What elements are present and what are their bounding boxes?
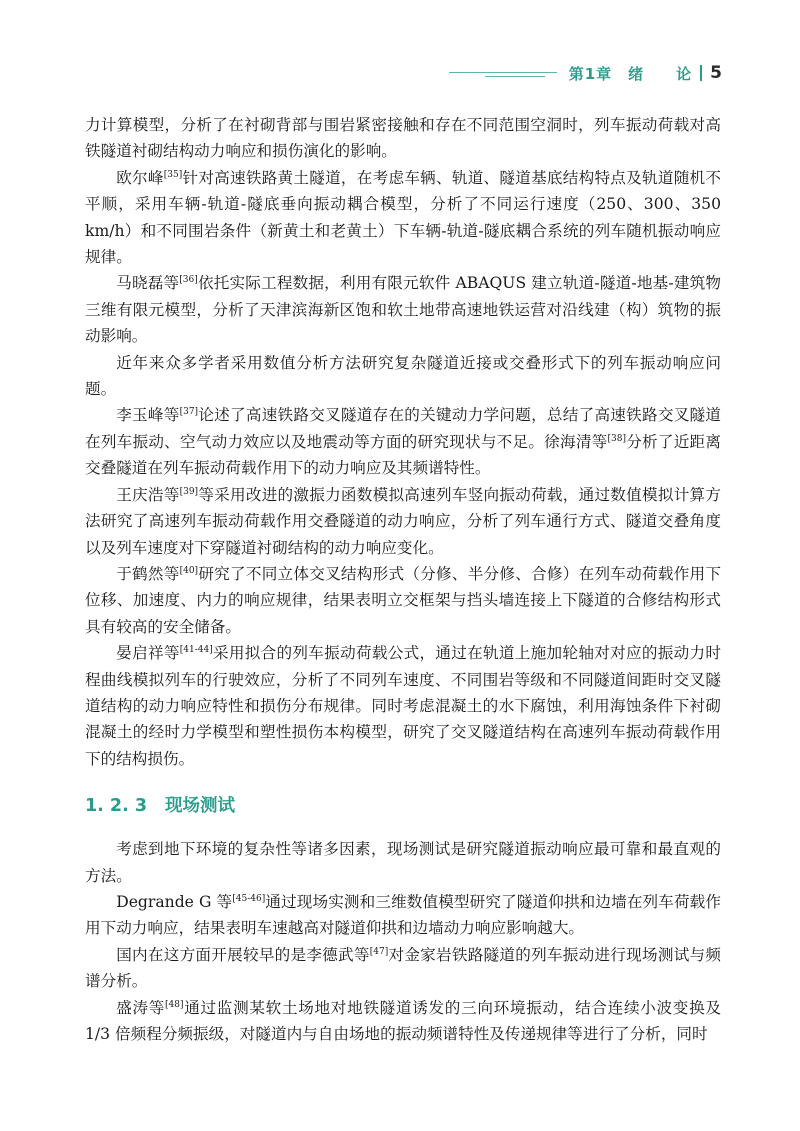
paragraph-text: 考虑到地下环境的复杂性等诸多因素，现场测试是研究隧道振动响应最可靠和最直观的方法。 xyxy=(85,840,721,885)
section-title: 现场测试 xyxy=(165,796,236,817)
header-rule-long xyxy=(449,72,557,73)
author-ref: Degrande G 等 xyxy=(116,892,233,911)
section-heading xyxy=(85,794,721,818)
paragraph xyxy=(85,402,721,481)
author-ref: 马晓磊等 xyxy=(116,274,180,293)
section-number: 1. 2. 3 xyxy=(85,796,148,817)
author-ref: 王庆浩等 xyxy=(116,485,180,504)
chapter-title: 第1章 绪 论 xyxy=(568,64,693,83)
header-decorative-rules xyxy=(449,67,557,79)
paragraph xyxy=(85,640,721,772)
citation: [36] xyxy=(179,275,198,286)
author-ref: 欧尔峰 xyxy=(116,168,164,187)
header-separator xyxy=(700,65,702,81)
paragraph-text: 等采用改进的激振力函数模拟高速列车竖向振动荷载，通过数值模拟计算方法研究了高速列车振动荷载作用交叠隧道的动力响应，分析了列车通行方式、隧道交叠角度以及列车速度对下穿隧道衬砌结构的动力响应变化。 xyxy=(85,485,721,557)
paragraph-text: 对金家岩铁路隧道的列车振动进行现场测试与频谱分析。 xyxy=(85,945,721,991)
citation: [47] xyxy=(369,946,389,957)
author-ref: 盛涛等 xyxy=(116,998,166,1017)
paragraph-text: 力计算模型，分析了在衬砌背部与围岩紧密接触和存在不同范围空洞时，列车振动荷载对高铁隧道衬砌结构动力响应和损伤演化的影响。 xyxy=(85,116,721,161)
paragraph-text: 采用拟合的列车振动荷载公式，通过在轨道上施加轮轴对对应的振动力时程曲线模拟列车的行驶效应，分析了不同列车速度、不同围岩等级和不同隧道间距时交叉隧道结构的动力响应特性和损伤分布规律。同时考虑混凝土的水下腐蚀，利用海蚀条件下衬砌混凝土的经时力学模型和塑性损伤本构模型，研究了交叉隧道结构在高速列车振动荷载作用下的结构损伤。 xyxy=(85,644,721,768)
paragraph xyxy=(85,270,721,349)
paragraph xyxy=(85,836,721,889)
citation: [48] xyxy=(165,999,184,1010)
paragraph xyxy=(85,561,721,640)
citation: [45-46] xyxy=(232,893,266,904)
paragraph xyxy=(85,889,721,942)
author-ref: 李玉峰等 xyxy=(116,406,180,425)
citation: [35] xyxy=(163,169,183,180)
citation: [37] xyxy=(179,407,199,418)
paragraph-text: 依托实际工程数据，利用有限元软件 ABAQUS 建立轨道-隧道-地基-建筑物三维有限元模型，分析了天津滨海新区饱和软土地带高速地铁运营对沿线建（构）筑物的振动影响。 xyxy=(85,274,721,346)
header-rule-short xyxy=(485,76,545,77)
paragraph-text: 通过监测某软土场地对地铁隧道诱发的三向环境振动，结合连续小波变换及 1/3 倍频程分频振级，对隧道内与自由场地的振动频谱特性及传递规律等进行了分析，同时 xyxy=(85,998,721,1043)
citation: [39] xyxy=(179,486,199,497)
author-ref: 国内在这方面开展较早的是李德武等 xyxy=(116,945,370,964)
body-text xyxy=(85,112,721,1047)
citation: [38] xyxy=(607,433,626,444)
paragraph xyxy=(85,165,721,271)
paragraph-text: 近年来众多学者采用数值分析方法研究复杂隧道近接或交叠形式下的列车振动响应问题。 xyxy=(85,353,721,399)
paragraph xyxy=(85,942,721,995)
paragraph-text: 研究了不同立体交叉结构形式（分修、半分修、合修）在列车动荷载作用下位移、加速度、内力的响应规律，结果表明立交框架与挡头墙连接上下隧道的合修结构形式具有较高的安全储备。 xyxy=(85,564,721,636)
paragraph xyxy=(85,482,721,561)
author-ref: 于鹤然等 xyxy=(116,564,180,583)
paragraph xyxy=(85,995,721,1048)
paragraph-text: 针对高速铁路黄土隧道，在考虑车辆、轨道、隧道基底结构特点及轨道随机不平顺，采用车辆-轨道-隧底垂向振动耦合模型，分析了不同运行速度（250、300、350 km/h）和不同围岩条件（新黄土和老黄土）下车辆-轨道-隧底耦合系统的列车随机振动响应规律。 xyxy=(85,168,721,267)
paragraph-text: 分析了近距离交叠隧道在列车振动荷载作用下的动力响应及其频谱特性。 xyxy=(85,432,721,478)
paragraph xyxy=(85,112,721,165)
paragraph xyxy=(85,350,721,403)
citation: [41-44] xyxy=(179,645,213,656)
paragraph-text: 论述了高速铁路交叉隧道存在的关键动力学问题，总结了高速铁路交叉隧道在列车振动、空气动力效应以及地震动等方面的研究现状与不足。徐海清等 xyxy=(85,406,721,451)
paragraph-text: 通过现场实测和三维数值模型研究了隧道仰拱和边墙在列车荷载作用下动力响应，结果表明车速越高对隧道仰拱和边墙动力响应影响越大。 xyxy=(85,892,721,938)
author-ref: 晏启祥等 xyxy=(116,644,180,663)
page-number: 5 xyxy=(710,63,722,83)
citation: [40] xyxy=(179,565,199,576)
running-header xyxy=(449,58,722,88)
